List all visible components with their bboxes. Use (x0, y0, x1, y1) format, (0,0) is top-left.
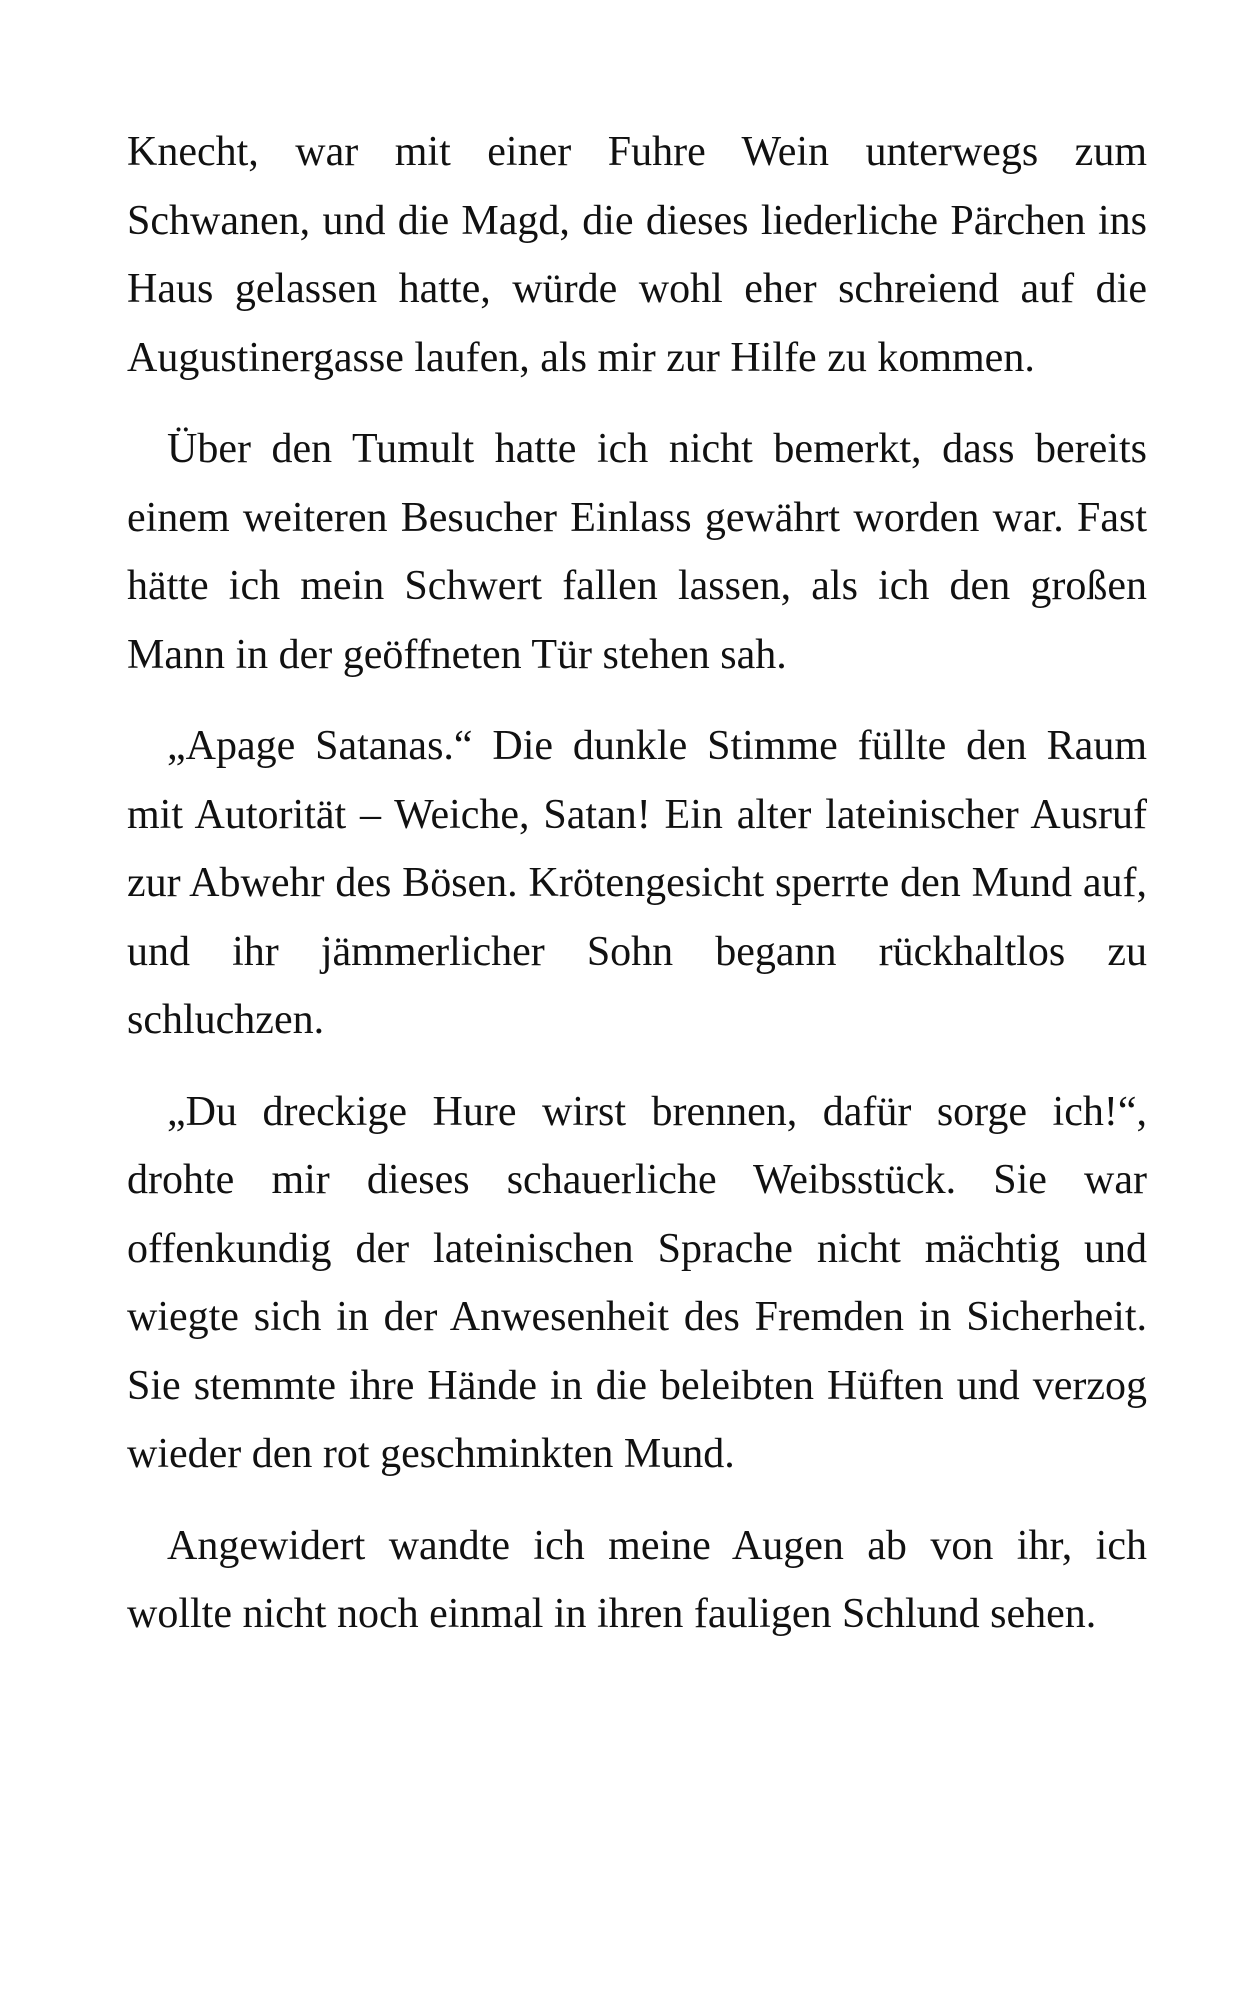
paragraph-continued: Knecht, war mit einer Fuhre Wein unterwegs zum Schwanen, und die Magd, die dieses liederliche Pärchen ins Haus gelassen hatte, würde wohl eher schreiend auf die Augustinergasse laufen, als mir zur Hilfe zu kommen. (127, 129, 1147, 381)
page-body-text (127, 118, 1147, 1672)
paragraph: Angewidert wandte ich meine Augen ab von ihr, ich wollte nicht noch einmal in ihren fauligen Schlund sehen. (127, 1522, 1147, 1637)
paragraph: Über den Tumult hatte ich nicht bemerkt, dass bereits einem weiteren Besucher Einlass gewährt worden war. Fast hätte ich mein Schwert fallen lassen, als ich den großen Mann in der geöffneten Tür stehen sah. (127, 426, 1147, 678)
paragraph: „Du dreckige Hure wirst brennen, dafür sorge ich!“, drohte mir dieses schauerliche Weibsstück. Sie war offenkundig der lateinischen Sprache nicht mächtig und wiegte sich in der Anwesenheit des Fremden in Sicherheit. Sie stemmte ihre Hände in die beleibten Hüften und verzog wieder den rot geschminkten Mund. (127, 1088, 1147, 1477)
paragraph: „Apage Satanas.“ Die dunkle Stimme füllte den Raum mit Autorität – Weiche, Satan! Ein alter lateinischer Ausruf zur Abwehr des Bösen. Krötengesicht sperrte den Mund auf, und ihr jämmerlicher Sohn begann rückhaltlos zu schluchzen. (127, 723, 1147, 1043)
